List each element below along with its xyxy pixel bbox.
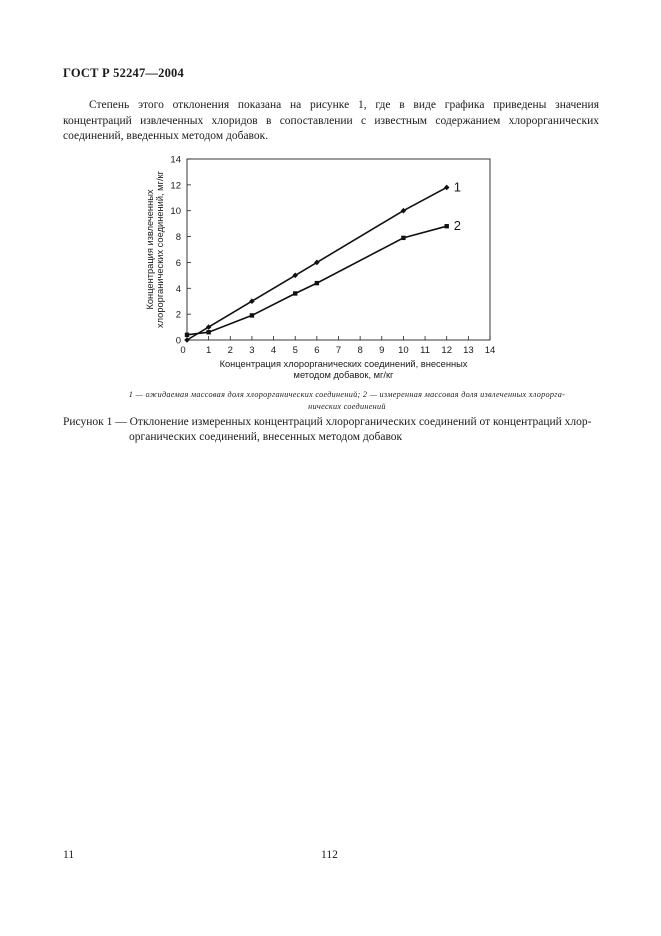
series-label: 2 [453,218,461,234]
x-tick-label: 12 [441,345,453,356]
data-point [206,330,210,334]
x-tick-label: 8 [357,345,363,356]
series-label: 1 [453,179,461,195]
y-axis-label: Концентрация извлеченных [145,189,155,310]
y-tick-label: 10 [170,206,181,218]
chart-ticks [170,155,495,357]
data-point [445,224,449,228]
data-point [401,236,405,240]
x-axis-label: методом добавок, мг/кг [293,370,394,380]
x-tick-label: 4 [270,345,277,356]
caption-line: органических соединений, внесенных методом добавок [129,431,403,443]
y-tick-label: 12 [170,180,181,192]
x-tick-label: 14 [484,345,496,356]
x-tick-label: 7 [335,345,342,356]
x-origin-label: 0 [180,345,186,356]
y-tick-label: 0 [175,335,181,347]
x-tick-label: 6 [314,345,320,356]
data-point [185,333,189,337]
chart-series [184,179,461,342]
y-tick-label: 2 [175,309,181,321]
legend-line: нических соединений [308,402,386,411]
x-tick-label: 10 [398,345,409,356]
data-point [444,185,450,191]
figure-chart [140,150,510,380]
page-number-left: 11 [63,849,75,861]
paragraph-line: соединений, введенных методом добавок. [63,130,269,142]
y-tick-label: 4 [175,283,181,295]
paragraph-line: Степень этого отклонения показана на рисунке 1, где в виде графика приведены значения [89,99,599,111]
x-tick-label: 3 [249,345,255,356]
y-tick-label: 14 [170,154,181,166]
y-axis-label: хлорорганических соединений, мг/кг [155,170,165,329]
y-tick-label: 8 [175,232,181,244]
body-paragraph [63,98,599,145]
x-axis-label: Концентрация хлорорганических соединений, внесенных [219,359,468,369]
data-point [293,291,297,295]
x-tick-label: 1 [205,345,212,356]
x-tick-label: 13 [463,345,474,356]
y-tick-label: 6 [175,257,181,269]
data-point [315,281,319,285]
x-tick-label: 11 [420,345,431,356]
figure-legend [92,389,602,413]
x-tick-label: 2 [227,345,233,356]
paragraph-line: концентраций извлеченных хлоридов в сопоставлении с известным содержанием хлорорганических [63,114,599,127]
x-tick-label: 9 [379,345,385,356]
series-line [187,226,447,335]
figure-caption [63,415,603,445]
legend-line: 1 — ожидаемая массовая доля хлорорганических соединений; 2 — измеренная массовая доля извлеченных хлорорга- [128,390,566,399]
page-number-center: 112 [321,849,338,861]
document-header: ГОСТ Р 52247—2004 [63,66,184,80]
data-point [250,313,254,317]
caption-line: Рисунок 1 — Отклонение измеренных концентраций хлорорганических соединений от концентраций хлор- [63,416,592,428]
x-tick-label: 5 [292,345,298,356]
